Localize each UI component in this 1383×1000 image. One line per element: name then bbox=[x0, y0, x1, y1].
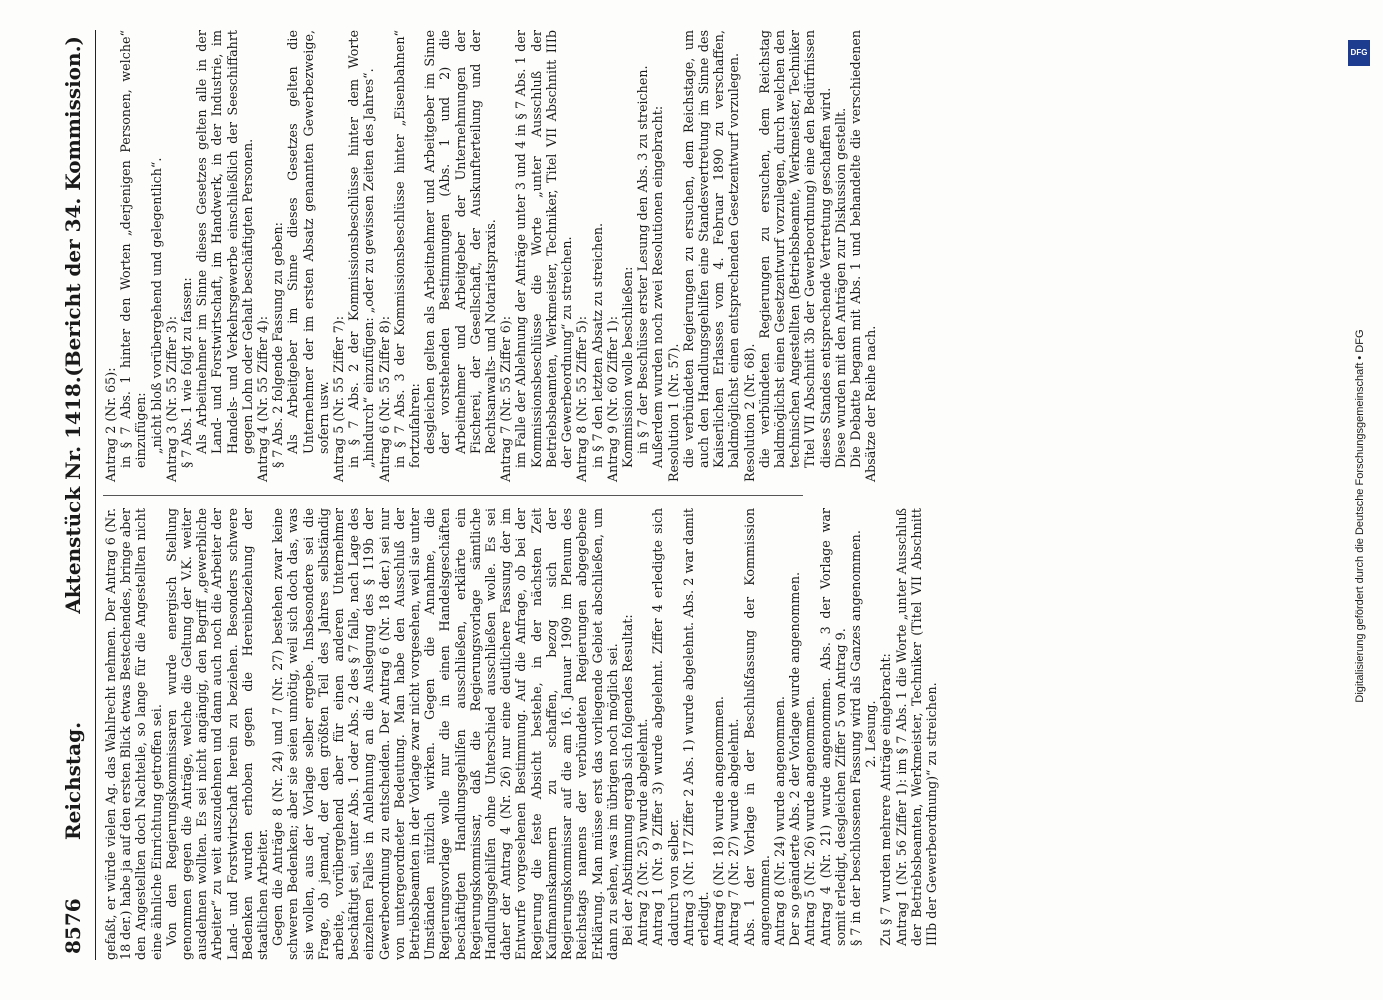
right-column bbox=[103, 30, 878, 482]
header-left-title: Reichstag. bbox=[61, 721, 85, 840]
right-column-paragraph: Antrag 2 (Nr. 65): bbox=[103, 367, 118, 482]
right-column-paragraph: Als Arbeitgeber im Sinne dieses Gesetzes gelten die Unternehmer der im ersten Absatz genannten Gewerbezweige, sofern usw. bbox=[285, 30, 331, 454]
header-rule bbox=[95, 30, 96, 960]
left-column-paragraph: Antrag 2 (Nr. 25) wurde abgelehnt. bbox=[635, 718, 651, 946]
dfg-logo: DFG bbox=[1348, 40, 1370, 66]
right-column-paragraph: Außerdem wurden noch zwei Resolutionen eingebracht: bbox=[650, 105, 666, 468]
right-column-paragraph: § 7 Abs. 1 wie folgt zu fassen: bbox=[179, 277, 195, 468]
right-column-paragraph: die verbündeten Regierungen zu ersuchen, dem Reichstag baldmöglichst einen Gesetzentwurf vorzulegen, durch welchen den technischen Angestellten (Betriebsbeamte, Werkmeister, Techniker Titel VII Abschnitt 3b der Gewerbeordnung) eine den Bedürfnissen dieses Standes entsprechende Vertretung geschaffen wird. bbox=[756, 30, 833, 468]
right-column-paragraph: § 7 Abs. 2 folgende Fassung zu geben: bbox=[270, 222, 286, 468]
right-column-paragraph: in § 7 Abs. 2 der Kommissionsbeschlüsse hinter dem Worte „hindurch“ einzufügen: „oder zu gewissen Zeiten des Jahres“. bbox=[346, 30, 377, 468]
right-column-paragraph: Antrag 4 (Nr. 55 Ziffer 4): bbox=[255, 315, 271, 482]
left-column-paragraph: Antrag 5 (Nr. 26) wurde angenommen. bbox=[802, 696, 818, 946]
right-column-paragraph: in § 7 den letzten Absatz zu streichen. bbox=[589, 222, 605, 468]
rotated-document-page bbox=[55, 30, 1325, 960]
header-right-title: (Bericht der 34. Kommission.) bbox=[61, 36, 85, 377]
right-column-paragraph: Antrag 9 (Nr. 60 Ziffer 1): bbox=[604, 315, 620, 482]
left-column-paragraph: Gegen die Anträge 8 (Nr. 24) und 7 (Nr. 27) bestehen zwar keine schweren Bedenken; aber sie seien unnötig, weil sich doch das, was sie wollen, aus der Vorlage selber ergebe. Insbesondere sei die Frage, ob jemand, der den größten Teil des Jahres selbständig arbeite, vorübergehend aber für einen anderen Unternehmer beschäftigt sei, unter Abs. 1 oder Abs. 2 des § 7 falle, nach Lage des einzelnen Falles in Anlehnung an die Auslegung des § 119b der Gewerbeordnung zu entscheiden. Der Antrag 6 (Nr. 18 der.) sei nur von untergeordneter Bedeutung. Man habe den Ausschluß der Betriebsbeamten in der Vorlage zwar nicht vorgesehen, weil sie unter Umständen nützlich wirken. Gegen die Annahme, die Regierungsvorlage wolle nur die in einen Handelsgeschäften beschäftigten Handlungsgehilfen ausschließen, erklärte ein Regierungskommissar, daß die Regierungsvorlage sämtliche Handlungsgehilfen ohne Unterschied ausschließen wolle. Es sei daher der Antrag 4 (Nr. 26) nur eine deutlichere Fassung der im Entwurfe vorgesehenen Bestimmung. Auf die Anfrage, ob bei der Regierung die feste Absicht bestehe, in der nächsten Zeit Kaufmannskammern zu schaffen, bezog sich der Regierungskommissar auf die am 16. Januar 1909 im Plenum des Reichstags namens der verbündeten Regierungen abgegebene Erklärung. Man müsse erst das vorliegende Gebiet abschließen, um dann zu sehen, was im übrigen noch möglich sei. bbox=[270, 508, 620, 960]
left-column-paragraph: Der so geänderte Abs. 2 der Vorlage wurde angenommen. bbox=[787, 571, 803, 946]
right-column-paragraph: Die Debatte begann mit Abs. 1 und behandelte die verschiedenen Absätze der Reihe nach. bbox=[847, 30, 879, 482]
right-column-paragraph: Antrag 6 (Nr. 55 Ziffer 8): bbox=[376, 315, 392, 482]
page-number: 8576 bbox=[61, 898, 85, 954]
left-column-paragraph: Bei der Abstimmung ergab sich folgendes Resultat: bbox=[619, 614, 635, 946]
left-column-paragraph: Antrag 7 (Nr. 27) wurde abgelehnt. bbox=[726, 718, 742, 946]
right-column-paragraph: Resolution 1 (Nr. 57). bbox=[665, 343, 681, 482]
right-column-paragraph: Antrag 3 (Nr. 55 Ziffer 3): bbox=[163, 315, 179, 482]
left-column-paragraph: Antrag 8 (Nr. 24) wurde angenommen. bbox=[771, 696, 787, 946]
right-column-paragraph: im Falle der Ablehnung der Anträge unter 3 und 4 in § 7 Abs. 1 der Kommissionsbeschlüsse die Worte „unter Ausschluß der Betriebsbeamten, Werkmeister, Techniker, Titel VII Abschnitt IIIb der Gewerbeordnung“ zu streichen. bbox=[513, 30, 575, 468]
left-column-paragraph: Antrag 6 (Nr. 18) wurde angenommen. bbox=[711, 696, 727, 946]
right-column-paragraph: Als Arbeitnehmer im Sinne dieses Gesetzes gelten alle in der Land- und Forstwirtschaft, im Handwerk, in der Industrie, im Handels- und Verkehrsgewerbe einschließlich der Seeschiffahrt gegen Lohn oder Gehalt beschäftigten Personen. bbox=[194, 30, 255, 454]
right-column-paragraph: in § 7 Abs. 1 hinter den Worten „derjenigen Personen, welche“ einzufügen: bbox=[118, 30, 149, 468]
right-column-paragraph: Antrag 5 (Nr. 55 Ziffer 7): bbox=[331, 315, 347, 482]
left-column-paragraph: Antrag 4 (Nr. 21) wurde angenommen. Abs. 3 der Vorlage war somit erledigt, desgleichen Ziffer 5 von Antrag 9. bbox=[817, 508, 848, 946]
right-column-paragraph: Antrag 8 (Nr. 55 Ziffer 5): bbox=[574, 315, 590, 482]
left-column-paragraph: Antrag 3 (Nr. 17 Ziffer 2 Abs. 1) wurde abgelehnt. Abs. 2 war damit erledigt. bbox=[680, 508, 711, 946]
left-column-paragraph: Antrag 1 (Nr. 56 Ziffer 1): im § 7 Abs. 1 die Worte „unter Ausschluß der Betriebsbeamten, Werkmeister, Techniker (Titel VII Abschnitt IIIb der Gewerbeordnung)“ zu streichen. bbox=[893, 508, 939, 946]
right-column-paragraph: Resolution 2 (Nr. 68). bbox=[741, 343, 757, 482]
right-column-paragraph: desgleichen gelten als Arbeitnehmer und Arbeitgeber im Sinne der vorstehenden Bestimmungen (Abs. 1 und 2) die Arbeitnehmer und Arbeitgeber der Unternehmungen der Fischerei, der Gesellschaft, der Auskunfterteilung und der Rechtsanwalts- und Notariatspraxis. bbox=[422, 30, 499, 454]
right-column-paragraph: Antrag 7 (Nr. 55 Ziffer 6): bbox=[498, 315, 514, 482]
column-divider bbox=[103, 495, 803, 496]
left-column-paragraph: 2. Lesung. bbox=[863, 700, 879, 768]
credit-text: Digitalisierung gefördert durch die Deutsche Forschungsgemeinschaft • DFG bbox=[1354, 329, 1366, 703]
left-column bbox=[103, 508, 939, 960]
left-column-paragraph: Antrag 1 (Nr. 9 Ziffer 3) wurde abgelehnt. Ziffer 4 erledigte sich dadurch von selber. bbox=[650, 508, 681, 946]
left-column-paragraph: Von den Regierungskommissaren wurde energisch Stellung genommen gegen die Anträge, welche die Geltung der V.K. weiter ausdehnen wollten. Es sei nicht angängig, den Begriff „gewerbliche Arbeiter“ zu weit auszudehnen und dann auch noch die Arbeiter der Land- und Forstwirtschaft herein zu beziehen. Besonders schwere Bedenken wurden erhoben gegen die Hereinbeziehung der staatlichen Arbeiter. bbox=[163, 508, 271, 960]
right-column-paragraph: die verbündeten Regierungen zu ersuchen, dem Reichstage, um auch den Handlungsgehilfen eine Standesvertretung im Sinne des Kaiserlichen Erlasses vom 4. Februar 1890 zu verschaffen, baldmöglichst einen entsprechenden Gesetzentwurf vorzulegen. bbox=[680, 30, 742, 468]
left-column-paragraph: § 7 in der beschlossenen Fassung wird als Ganzes angenommen. bbox=[847, 530, 863, 946]
right-column-paragraph: in § 7 Abs. 3 der Kommissionsbeschlüsse hinter „Eisenbahnen“ fortzufahren: bbox=[391, 30, 423, 468]
left-column-paragraph: gefaßt, er würde vielen Ag. das Wahlrecht nehmen. Der Antrag 6 (Nr. 18 der.) habe ja auf den ersten Blick etwas Bestechendes, bringe aber den Angestellten doch Nachteile, so lange für die Angestellten nicht eine ähnliche Einrichtung getroffen sei. bbox=[103, 508, 164, 960]
header-center-title: Aktenstück Nr. 1418. bbox=[61, 376, 85, 614]
right-column-paragraph: „nicht bloß vorübergehend und gelegentlich“. bbox=[148, 157, 164, 454]
digitization-credit bbox=[1340, 30, 1380, 990]
page-header bbox=[55, 30, 95, 960]
right-column-paragraph: Kommission wolle beschließen: bbox=[619, 266, 635, 468]
right-column-paragraph: in § 7 der Beschlüsse erster Lesung den Abs. 3 zu streichen. bbox=[635, 65, 651, 454]
left-column-paragraph: Zu § 7 wurden mehrere Anträge eingebracht: bbox=[878, 653, 894, 946]
right-column-paragraph: Diese wurden mit den Anträgen zur Diskussion gestellt. bbox=[832, 107, 848, 468]
left-column-paragraph: Abs. 1 der Vorlage in der Beschlußfassung der Kommission angenommen. bbox=[741, 508, 772, 946]
